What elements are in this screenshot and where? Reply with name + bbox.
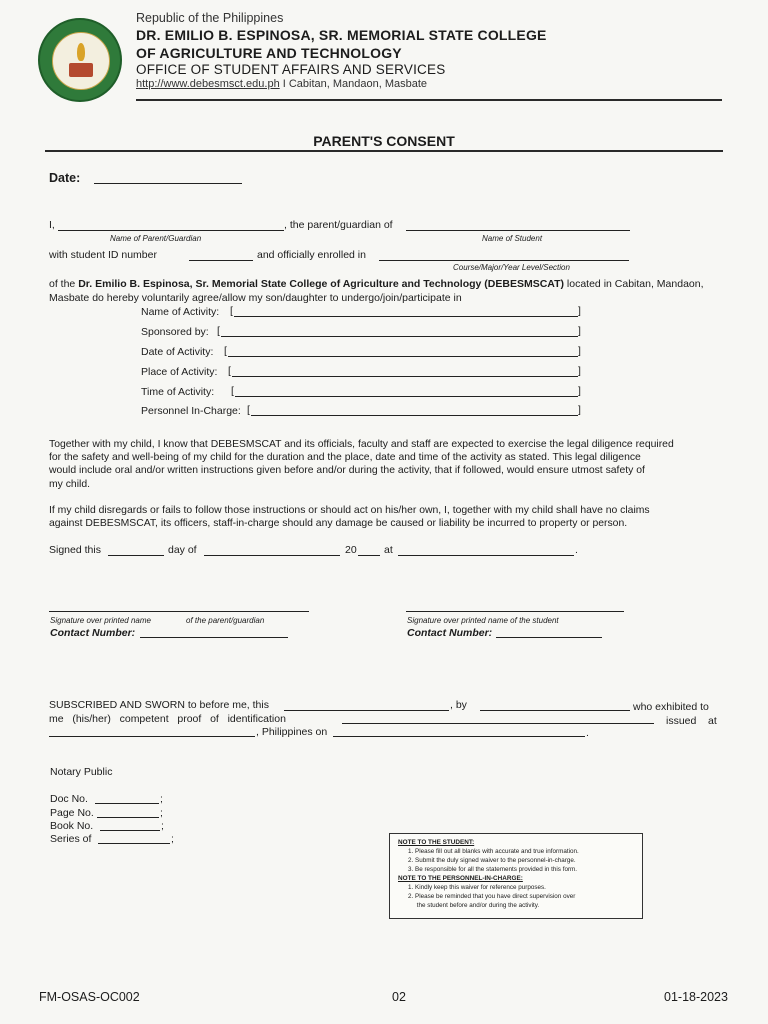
time-activity-bracket-open: [ [231, 385, 234, 397]
parent-guardian-of-text: , the parent/guardian of [284, 219, 393, 231]
parent-signature-field[interactable] [49, 611, 309, 612]
issued-place-field[interactable] [49, 736, 255, 737]
note-student-item-3: 3. Be responsible for all the statements provided in this form. [408, 866, 578, 873]
day-of-label: day of [168, 544, 197, 556]
signed-month-field[interactable] [204, 555, 340, 556]
date-field[interactable] [94, 183, 242, 184]
note-student-item-2: 2. Submit the duly signed waiver to the personnel-in-charge. [408, 857, 576, 864]
sworn-philippines-on: , Philippines on [256, 726, 328, 738]
student-signature-field[interactable] [406, 611, 624, 612]
college-statement [49, 278, 749, 291]
name-parent-caption: Name of Parent/Guardian [110, 234, 202, 243]
page-no-semicolon: ; [160, 807, 163, 819]
page-no-label: Page No. [50, 807, 94, 819]
series-semicolon: ; [171, 833, 174, 845]
signed-this-label: Signed this [49, 544, 101, 556]
paragraph-no-claims [49, 504, 729, 530]
time-activity-field[interactable] [235, 396, 578, 397]
header-college-name-2: OF AGRICULTURE AND TECHNOLOGY [136, 45, 402, 61]
activity-name-bracket-open: [ [230, 305, 233, 317]
header-college-name: DR. EMILIO B. ESPINOSA, SR. MEMORIAL STATE COLLEGE [136, 27, 547, 43]
series-of-field[interactable] [98, 843, 170, 844]
book-icon [69, 63, 93, 77]
paragraph1-line2: for the safety and well-being of my child for the duration and the place, date and time of the activity as stated. This legal diligence [49, 452, 641, 464]
date-activity-label: Date of Activity: [141, 346, 214, 358]
time-activity-bracket-close: ] [578, 385, 581, 397]
name-student-caption: Name of Student [482, 234, 543, 243]
sworn-issued-at: issued at [666, 715, 717, 727]
paragraph1-line4: my child. [49, 478, 90, 490]
signed-day-field[interactable] [108, 555, 164, 556]
paragraph-diligence [49, 438, 729, 491]
header-address: I Cabitan, Mandaon, Masbate [279, 78, 428, 90]
note-student-heading: NOTE TO THE STUDENT: [398, 839, 475, 846]
sworn-line2-a: me (his/her) competent proof of identification [49, 713, 286, 725]
date-activity-field[interactable] [228, 356, 578, 357]
college-seal-logo [38, 18, 122, 102]
paragraph2-line2: against DEBESMSCAT, its officers, staff-in-charge should any damage be caused or liability be incurred to property or person. [49, 518, 628, 530]
header-office: OFFICE OF STUDENT AFFAIRS AND SERVICES [136, 62, 446, 77]
note-personnel-item-2-cont: the student before and/or during the activity. [408, 902, 540, 909]
parent-name-field[interactable] [58, 230, 284, 231]
course-caption: Course/Major/Year Level/Section [453, 263, 570, 272]
place-activity-label: Place of Activity: [141, 366, 218, 378]
personnel-bracket-open: [ [247, 404, 250, 416]
issued-date-field[interactable] [333, 736, 585, 737]
of-the-text: of the [49, 278, 79, 290]
notary-public-label: Notary Public [50, 766, 113, 778]
personnel-bracket-close: ] [578, 404, 581, 416]
date-label: Date: [49, 171, 81, 185]
doc-no-field[interactable] [95, 803, 159, 804]
paragraph1-line3: would include oral and/or written instructions given before and/or during the activity, that if followed, would ensure utmost safety of [49, 465, 645, 477]
signed-period: . [575, 544, 578, 556]
note-personnel-heading: NOTE TO THE PERSONNEL-IN-CHARGE: [398, 875, 523, 882]
signed-year-field[interactable] [358, 555, 380, 556]
header-url-address [136, 78, 427, 90]
enrolled-label: and officially enrolled in [257, 249, 366, 261]
title-rule [45, 150, 723, 152]
activity-name-label: Name of Activity: [141, 306, 220, 318]
located-text: located in Cabitan, Mandaon, [564, 278, 704, 290]
website-link[interactable]: http://www.debesmsct.edu.ph [136, 78, 280, 90]
header-rule [136, 99, 722, 101]
page-title: PARENT'S CONSENT [313, 133, 455, 149]
sworn-line1-c: who exhibited to [633, 701, 709, 713]
at-label: at [384, 544, 393, 556]
footer-form-code: FM-OSAS-OC002 [39, 990, 140, 1004]
date-activity-bracket-open: [ [224, 345, 227, 357]
sworn-period: . [586, 727, 589, 739]
student-contact-field[interactable] [496, 637, 602, 638]
seal-emblem [52, 32, 110, 90]
series-of-label: Series of [50, 833, 92, 845]
paragraph2-line1: If my child disregards or fails to follow those instructions or should act on his/her own, I, together with my child shall have no claims [49, 505, 650, 516]
book-no-semicolon: ; [161, 820, 164, 832]
doc-no-label: Doc No. [50, 793, 88, 805]
i-label: I, [49, 219, 55, 231]
sworn-date-field[interactable] [284, 710, 449, 711]
torch-icon [77, 43, 85, 61]
activity-name-field[interactable] [234, 316, 578, 317]
footer-date: 01-18-2023 [664, 990, 728, 1004]
year-prefix: 20 [345, 544, 357, 556]
identification-field[interactable] [342, 723, 654, 724]
agree-statement: Masbate do hereby voluntarily agree/allow my son/daughter to undergo/join/participate in [49, 292, 462, 304]
place-activity-bracket-open: [ [228, 365, 231, 377]
note-personnel-item-1: 1. Kindly keep this waiver for reference purposes. [408, 884, 546, 891]
course-field[interactable] [379, 260, 629, 261]
personnel-label: Personnel In-Charge: [141, 405, 241, 417]
place-activity-bracket-close: ] [578, 365, 581, 377]
student-name-field[interactable] [406, 230, 630, 231]
sponsored-bracket-open: [ [217, 325, 220, 337]
note-personnel-item-2: 2. Please be reminded that you have direct supervision over [408, 893, 576, 900]
sworn-line1-a: SUBSCRIBED AND SWORN to before me, this [49, 699, 269, 711]
activity-name-bracket-close: ] [578, 305, 581, 317]
book-no-label: Book No. [50, 820, 94, 832]
student-id-field[interactable] [189, 260, 253, 261]
sworn-by-label: , by [450, 699, 467, 711]
place-activity-field[interactable] [232, 376, 578, 377]
footer-revision: 02 [392, 990, 406, 1004]
sponsored-by-label: Sponsored by: [141, 326, 209, 338]
time-activity-label: Time of Activity: [141, 386, 215, 398]
signed-place-field[interactable] [398, 555, 574, 556]
header-republic: Republic of the Philippines [136, 11, 284, 25]
instructions-note-box [389, 833, 643, 919]
sworn-name-field[interactable] [480, 710, 630, 711]
page-no-field[interactable] [97, 817, 159, 818]
parent-contact-field[interactable] [140, 637, 288, 638]
parent-signature-caption-b: of the parent/guardian [186, 616, 265, 625]
sponsored-by-field[interactable] [221, 336, 578, 337]
student-signature-caption: Signature over printed name of the student [407, 616, 559, 625]
paragraph1-line1: Together with my child, I know that DEBESMSCAT and its officials, faculty and staff are expected to exercise the legal diligence required [49, 439, 674, 450]
doc-no-semicolon: ; [160, 793, 163, 805]
personnel-field[interactable] [251, 415, 578, 416]
student-contact-label: Contact Number: [407, 627, 493, 639]
date-activity-bracket-close: ] [578, 345, 581, 357]
book-no-field[interactable] [100, 830, 160, 831]
student-id-label: with student ID number [49, 249, 157, 261]
note-student-item-1: 1. Please fill out all blanks with accurate and true information. [408, 848, 579, 855]
college-bold-name: Dr. Emilio B. Espinosa, Sr. Memorial State College of Agriculture and Technology (DEBESMSCAT) [78, 278, 564, 290]
sponsored-bracket-close: ] [578, 325, 581, 337]
parent-contact-label: Contact Number: [50, 627, 136, 639]
parent-signature-caption-a: Signature over printed name [50, 616, 151, 625]
